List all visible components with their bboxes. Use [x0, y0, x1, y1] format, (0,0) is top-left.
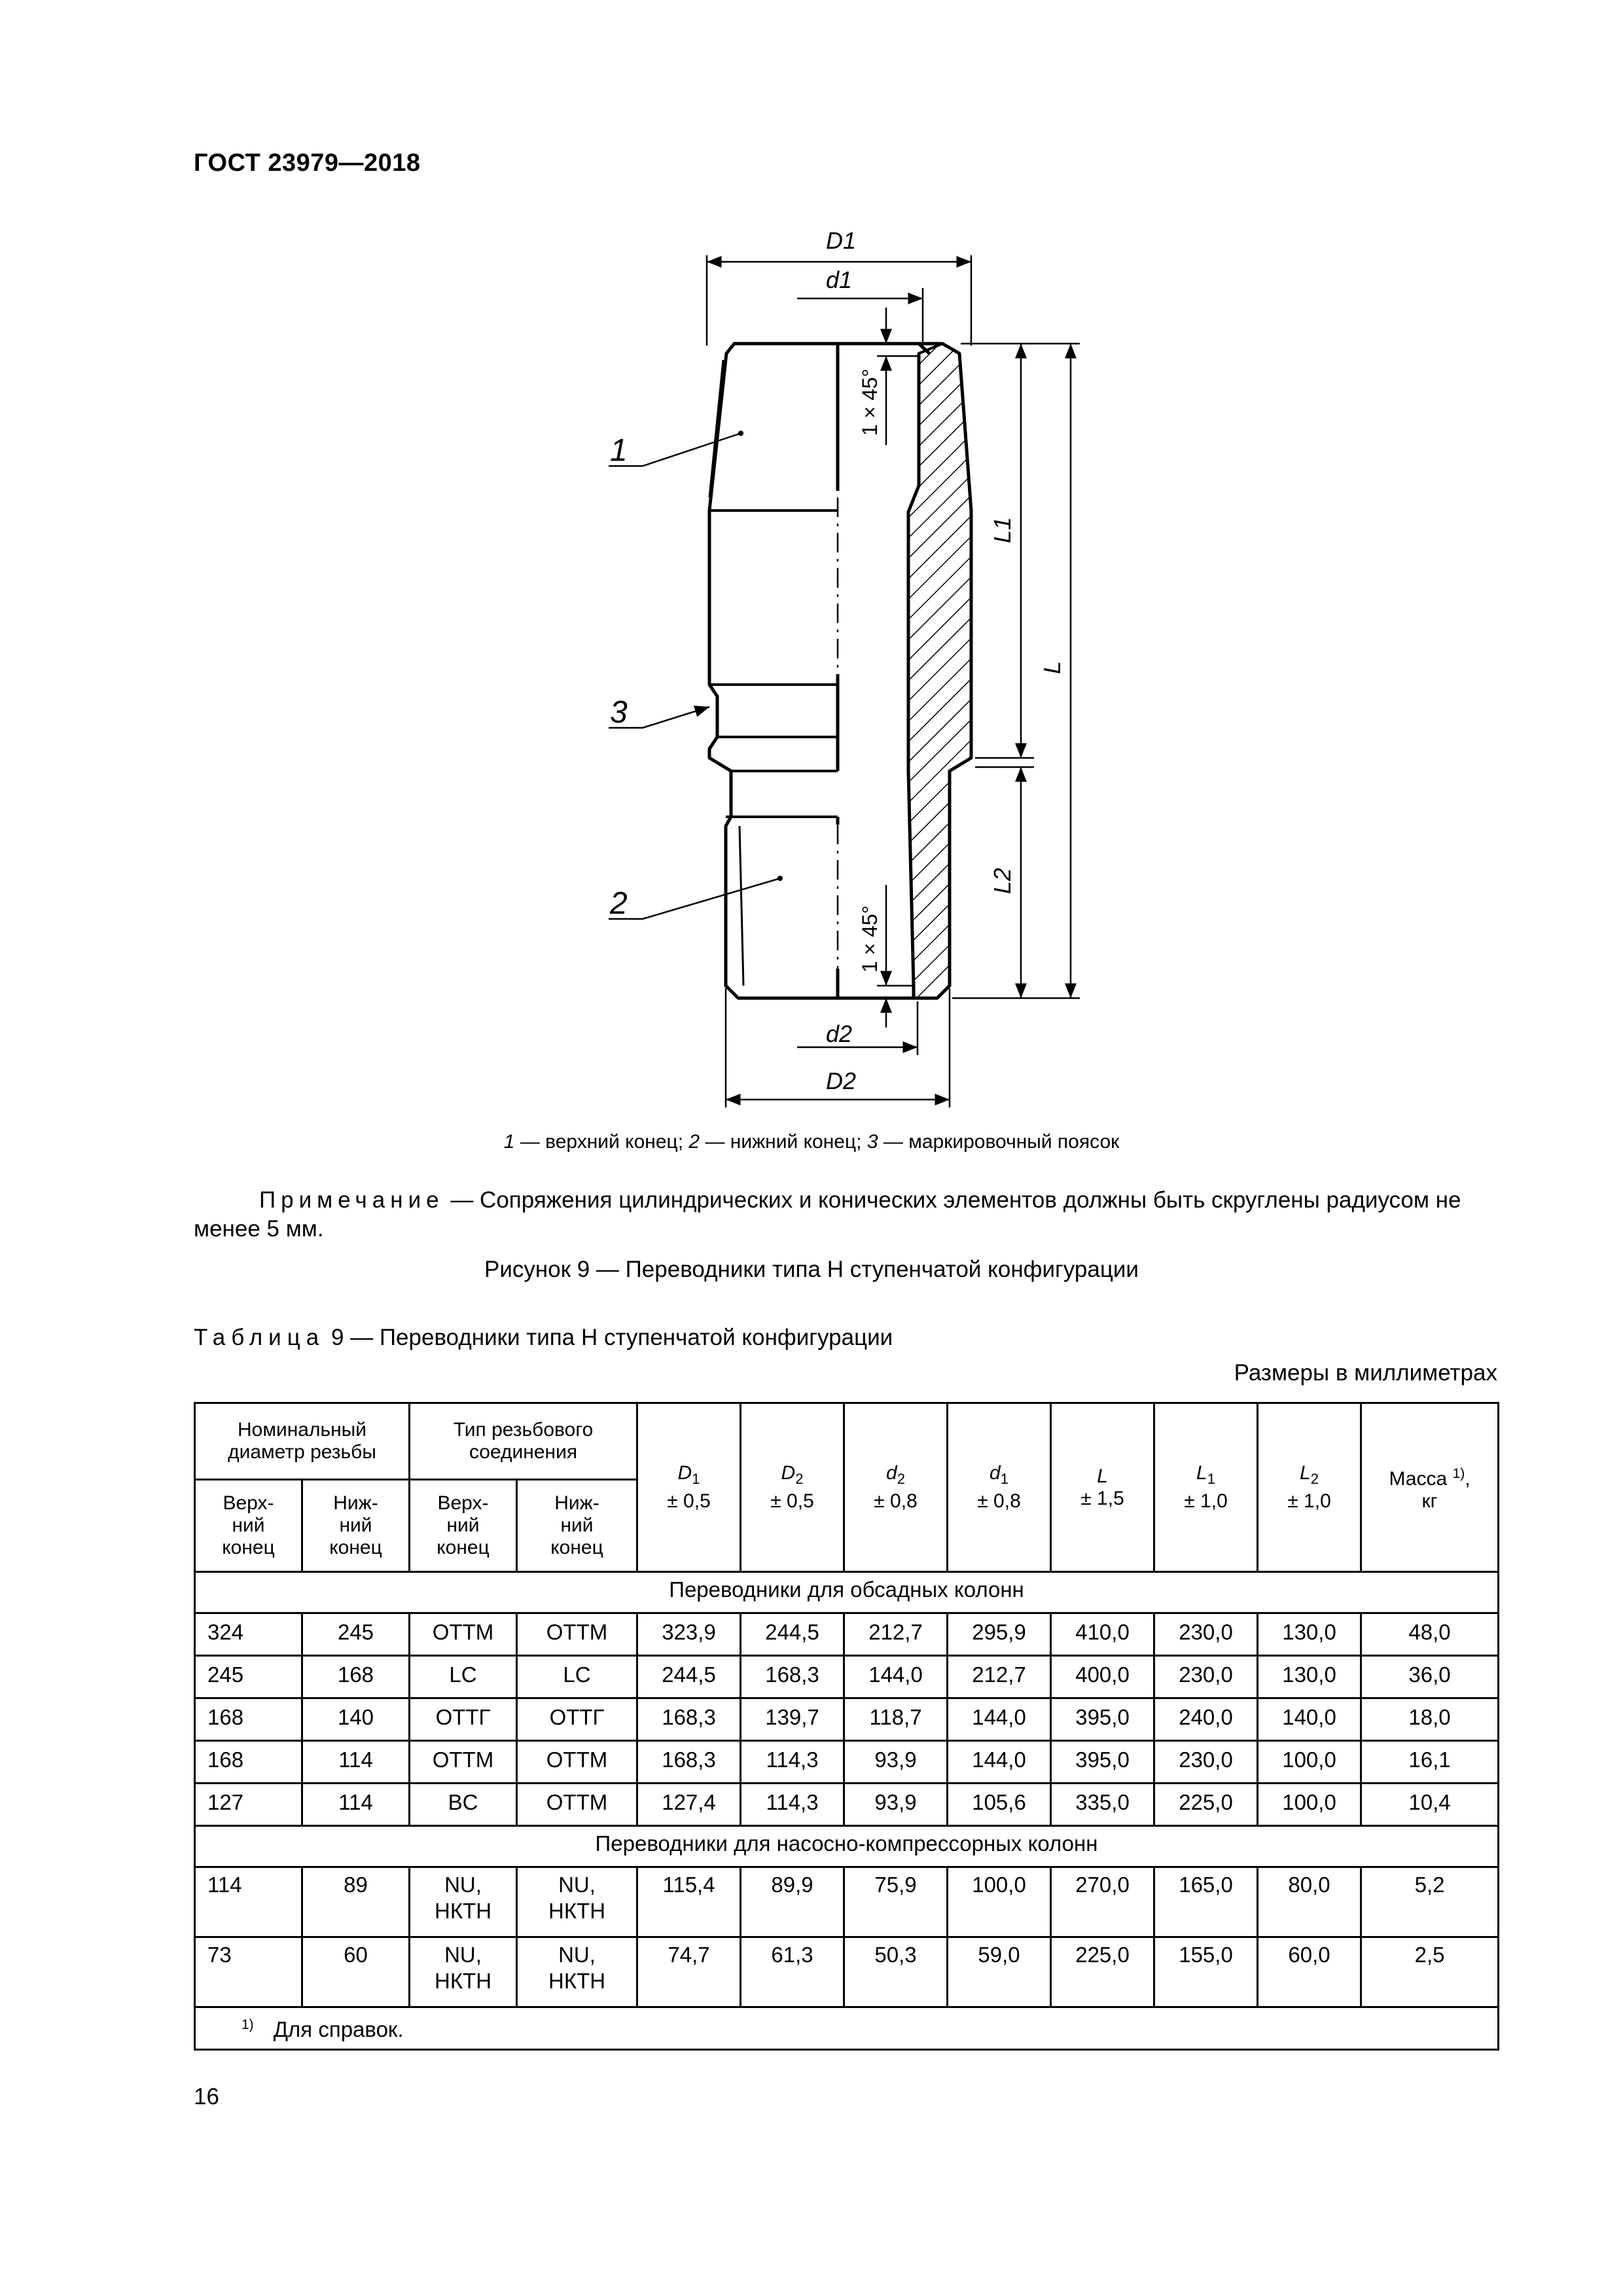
section-hatch [908, 344, 971, 998]
label-d1: d1 [826, 266, 853, 293]
page-number: 16 [194, 2084, 219, 2109]
section-title: Переводники для насосно-компрессорных колонн [195, 1826, 1499, 1867]
table-cell: 75,9 [844, 1867, 948, 1937]
label-L: L [1039, 660, 1065, 674]
table-cell: 93,9 [844, 1741, 948, 1784]
header-upper-end: Верх- ний конец [195, 1480, 302, 1572]
table-cell: 144,0 [948, 1698, 1051, 1741]
table-cell: ОТТГ [517, 1698, 637, 1741]
table-cell: 230,0 [1154, 1656, 1258, 1698]
table-cell: 140,0 [1258, 1698, 1361, 1741]
header-d2: $d_2$ ± 0,8 [844, 1403, 948, 1572]
table-cell: ОТТМ [410, 1613, 517, 1656]
footnote-row [195, 2007, 1499, 2050]
section-title: Переводники для обсадных колонн [195, 1572, 1499, 1613]
table-cell: 168 [195, 1741, 302, 1784]
table-cell: 114 [195, 1867, 302, 1937]
table-cell: 139,7 [741, 1698, 844, 1741]
table-cell: 36,0 [1361, 1656, 1499, 1698]
legend-text-2: — нижний конец; [700, 1131, 867, 1153]
table-cell: 93,9 [844, 1784, 948, 1826]
table-cell: 168,3 [637, 1741, 741, 1784]
header-upper-end: Верх- ний конец [410, 1480, 517, 1572]
table-cell: 144,0 [844, 1656, 948, 1698]
table-cell: 16,1 [1361, 1741, 1499, 1784]
note-text: — Сопряжения цилиндрических и конических элементов должны быть скруглены радиусом не менее 5 мм. [194, 1187, 1461, 1242]
table-cell: 168,3 [741, 1656, 844, 1698]
table-number: 9 [330, 1325, 344, 1350]
table-cell: 295,9 [948, 1613, 1051, 1656]
table-cell: 244,5 [741, 1613, 844, 1656]
footnote-text: Для справок. [273, 2017, 404, 2041]
table-row [195, 1784, 1499, 1826]
table-cell: 10,4 [1361, 1784, 1499, 1826]
legend-num-1: 1 [503, 1131, 515, 1153]
table-cell: 270,0 [1051, 1867, 1154, 1937]
table-cell: 89,9 [741, 1867, 844, 1937]
table-cell: ОТТГ [410, 1698, 517, 1741]
table-cell: 410,0 [1051, 1613, 1154, 1656]
table-cell: 61,3 [741, 1937, 844, 2007]
legend-num-2: 2 [688, 1131, 700, 1153]
table-cell: NU, НКТН [517, 1937, 637, 2007]
header-d1: $d_1$ ± 0,8 [948, 1403, 1051, 1572]
table-cell: 5,2 [1361, 1867, 1499, 1937]
label-L2: L2 [989, 867, 1016, 894]
table-cell: 114,3 [741, 1741, 844, 1784]
table-cell: 100,0 [1258, 1741, 1361, 1784]
label-L1: L1 [989, 516, 1016, 543]
table-cell: 60 [302, 1937, 410, 2007]
table-cell: ОТТМ [517, 1784, 637, 1826]
table-cell: 395,0 [1051, 1741, 1154, 1784]
table-title [194, 1325, 893, 1351]
table-cell: BC [410, 1784, 517, 1826]
table-cell: LC [410, 1656, 517, 1698]
table-cell: 168,3 [637, 1698, 741, 1741]
label-item-1: 1 [610, 433, 628, 468]
table-cell: 89 [302, 1867, 410, 1937]
footnote-mark: 1) [241, 2017, 254, 2032]
header-L: L ± 1,5 [1051, 1403, 1154, 1572]
table-cell: 225,0 [1051, 1937, 1154, 2007]
table-cell: LC [517, 1656, 637, 1698]
table-cell: 50,3 [844, 1937, 948, 2007]
header-nominal-diameter: Номинальный диаметр резьбы [195, 1403, 410, 1480]
table-cell: 74,7 [637, 1937, 741, 2007]
figure-note [194, 1186, 1496, 1244]
table-row [195, 1698, 1499, 1741]
legend-num-3: 3 [866, 1131, 878, 1153]
footnote [195, 2007, 1499, 2050]
header-L1: $L_1$ ± 1,0 [1154, 1403, 1258, 1572]
document-header: ГОСТ 23979—2018 [194, 149, 421, 177]
table-cell: 80,0 [1258, 1867, 1361, 1937]
table-cell: 168 [302, 1656, 410, 1698]
label-chamfer-bottom: 1 × 45° [858, 905, 882, 973]
table-row [195, 1613, 1499, 1656]
header-thread-type: Тип резьбового соединения [410, 1403, 637, 1480]
table-cell: ОТТМ [410, 1741, 517, 1784]
table-cell: 335,0 [1051, 1784, 1154, 1826]
table-cell: 127,4 [637, 1784, 741, 1826]
table-cell: NU, НКТН [517, 1867, 637, 1937]
table-cell: 225,0 [1154, 1784, 1258, 1826]
spec-table [194, 1402, 1499, 2051]
header-lower-end: Ниж- ний конец [302, 1480, 410, 1572]
table-cell: 114 [302, 1784, 410, 1826]
table-cell: 245 [195, 1656, 302, 1698]
adapter-drawing [0, 0, 1623, 1126]
table-cell: 323,9 [637, 1613, 741, 1656]
table-cell: 130,0 [1258, 1613, 1361, 1656]
label-d2: d2 [826, 1020, 853, 1047]
table-cell: 400,0 [1051, 1656, 1154, 1698]
table-cell: 100,0 [948, 1867, 1051, 1937]
table-cell: 324 [195, 1613, 302, 1656]
table-cell: 100,0 [1258, 1784, 1361, 1826]
table-cell: 118,7 [844, 1698, 948, 1741]
table-cell: ОТТМ [517, 1613, 637, 1656]
label-item-3: 3 [610, 695, 628, 730]
table-cell: 127 [195, 1784, 302, 1826]
table-row [195, 1937, 1499, 2007]
table-cell: 114 [302, 1741, 410, 1784]
header-lower-end: Ниж- ний конец [517, 1480, 637, 1572]
section-row [195, 1826, 1499, 1867]
table-cell: 73 [195, 1937, 302, 2007]
table-cell: 115,4 [637, 1867, 741, 1937]
table-cell: ОТТМ [517, 1741, 637, 1784]
table-cell: 230,0 [1154, 1741, 1258, 1784]
header-L2: $L_2$ ± 1,0 [1258, 1403, 1361, 1572]
table-cell: 140 [302, 1698, 410, 1741]
table-cell: 2,5 [1361, 1937, 1499, 2007]
table-cell: 165,0 [1154, 1867, 1258, 1937]
label-D1: D1 [826, 227, 857, 254]
label-item-2: 2 [610, 886, 628, 921]
label-chamfer-top: 1 × 45° [858, 368, 882, 436]
label-D2: D2 [826, 1067, 857, 1094]
table-cell: 212,7 [844, 1613, 948, 1656]
legend-text-3: — маркировочный поясок [878, 1131, 1120, 1153]
note-label: Примечание [259, 1187, 444, 1213]
table-cell: 230,0 [1154, 1613, 1258, 1656]
table-cell: 168 [195, 1698, 302, 1741]
outer-contour-left [709, 344, 838, 998]
table-cell: 395,0 [1051, 1698, 1154, 1741]
legend-text-1: — верхний конец; [514, 1131, 689, 1153]
table-cell: 212,7 [948, 1656, 1051, 1698]
header-mass: Масса $^{1)}$, кг [1361, 1403, 1499, 1572]
table-row [195, 1867, 1499, 1937]
table-cell: NU, НКТН [410, 1867, 517, 1937]
table-cell: 155,0 [1154, 1937, 1258, 2007]
table-cell: NU, НКТН [410, 1937, 517, 2007]
header-D1: $D_1$ ± 0,5 [637, 1403, 741, 1572]
table-cell: 105,6 [948, 1784, 1051, 1826]
table-cell: 144,0 [948, 1741, 1051, 1784]
section-row [195, 1572, 1499, 1613]
table-cell: 48,0 [1361, 1613, 1499, 1656]
table-cell: 240,0 [1154, 1698, 1258, 1741]
table-cell: 60,0 [1258, 1937, 1361, 2007]
table-row [195, 1656, 1499, 1698]
table-title-text: — Переводники типа Н ступенчатой конфигурации [344, 1325, 893, 1350]
table-label: Таблица [194, 1325, 325, 1350]
table-row [195, 1741, 1499, 1784]
figure-legend [0, 1131, 1623, 1153]
table-cell: 114,3 [741, 1784, 844, 1826]
table-units: Размеры в миллиметрах [1234, 1360, 1497, 1386]
table-cell: 18,0 [1361, 1698, 1499, 1741]
table-cell: 130,0 [1258, 1656, 1361, 1698]
header-D2: $D_2$ ± 0,5 [741, 1403, 844, 1572]
figure-caption: Рисунок 9 — Переводники типа Н ступенчатой конфигурации [484, 1257, 1139, 1282]
table-cell: 245 [302, 1613, 410, 1656]
table-cell: 244,5 [637, 1656, 741, 1698]
table-body [195, 1572, 1499, 2050]
table-cell: 59,0 [948, 1937, 1051, 2007]
